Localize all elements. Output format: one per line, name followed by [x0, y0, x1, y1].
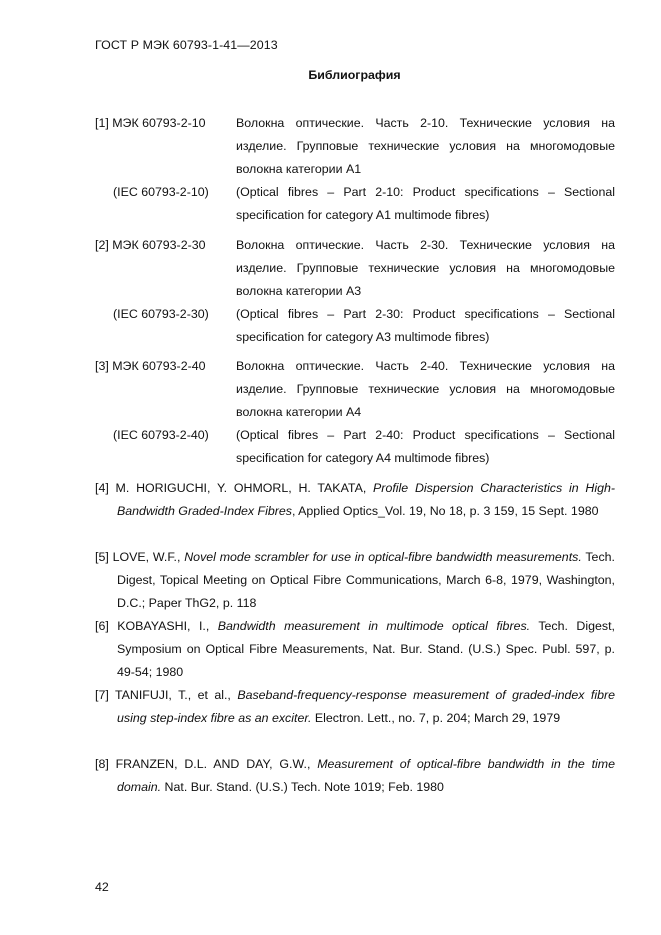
- reference-authors: [6] KOBAYASHI, I.,: [95, 619, 218, 633]
- reference-entry-4: [95, 477, 615, 523]
- reference-entry-8: [95, 753, 615, 799]
- reference-title: Novel mode scrambler for use in optical-fibre bandwidth measurements.: [184, 550, 582, 564]
- standard-number: [3] МЭК 60793-2-40: [95, 359, 206, 373]
- reference-source: Electron. Lett., no. 7, p. 204; March 29, 1979: [311, 711, 561, 725]
- reference-source: Tech. Digest, Topical Meeting on Optical Fibre Communications, March 6-8, 1979, Washington, D.C.; Paper ThG2, p. 118: [117, 550, 615, 610]
- document-header: ГОСТ Р МЭК 60793-1-41—2013: [95, 38, 278, 52]
- standard-title-ru: Волокна оптические. Часть 2-10. Технические условия на изделие. Групповые технические условия на многомодовые волокна категории А1: [236, 116, 615, 176]
- reference-entry-5: [95, 546, 615, 615]
- reference-source: , Applied Optics_Vol. 19, No 18, p. 3 159, 15 Sept. 1980: [291, 504, 599, 518]
- reference-authors: [4] M. HORIGUCHI, Y. OHMORL, H. TAKATA,: [95, 481, 374, 495]
- reference-authors: [7] TANIFUJI, T., et al.,: [95, 688, 238, 702]
- reference-entry-7: [95, 684, 615, 730]
- standard-code-en: (IEC 60793-2-40): [113, 428, 209, 442]
- reference-authors: [8] FRANZEN, D.L. AND DAY, G.W.,: [95, 757, 318, 771]
- standard-number: [2] МЭК 60793-2-30: [95, 238, 206, 252]
- standard-number: [1] МЭК 60793-2-10: [95, 116, 206, 130]
- standard-title-ru: Волокна оптические. Часть 2-40. Технические условия на изделие. Групповые технические условия на многомодовые волокна категории А4: [236, 359, 615, 419]
- reference-entry-6: [95, 615, 615, 684]
- standard-code-en: (IEC 60793-2-30): [113, 307, 209, 321]
- standard-title-en: (Optical fibres – Part 2-30: Product specifications – Sectional specification for category A3 multimode fibres): [236, 307, 615, 344]
- standard-title-ru: Волокна оптические. Часть 2-30. Технические условия на изделие. Групповые технические условия на многомодовые волокна категории А3: [236, 238, 615, 298]
- standard-title-en: (Optical fibres – Part 2-40: Product specifications – Sectional specification for category A4 multimode fibres): [236, 428, 615, 465]
- reference-title: Measurement of optical-fibre bandwidth in the time domain.: [117, 757, 615, 794]
- reference-title: Profile Dispersion Characteristics in High-Bandwidth Graded-Index Fibres: [117, 481, 615, 518]
- reference-title: Baseband-frequency-response measurement of graded-index fibre using step-index fibre as an exciter.: [117, 688, 615, 725]
- reference-authors: [5] LOVE, W.F.,: [95, 550, 185, 564]
- reference-title: Bandwidth measurement in multimode optical fibres.: [217, 619, 531, 633]
- standard-code-en: (IEC 60793-2-10): [113, 185, 209, 199]
- page-title: Библиография: [308, 68, 401, 82]
- page-number: 42: [95, 880, 109, 894]
- standard-title-en: (Optical fibres – Part 2-10: Product specifications – Sectional specification for category A1 multimode fibres): [236, 185, 615, 222]
- reference-source: Tech. Digest, Symposium on Optical Fibre Measurements, Nat. Bur. Stand. (U.S.) Spec. Publ. 597, p. 49-54; 1980: [117, 619, 615, 679]
- reference-source: Nat. Bur. Stand. (U.S.) Tech. Note 1019; Feb. 1980: [161, 780, 444, 794]
